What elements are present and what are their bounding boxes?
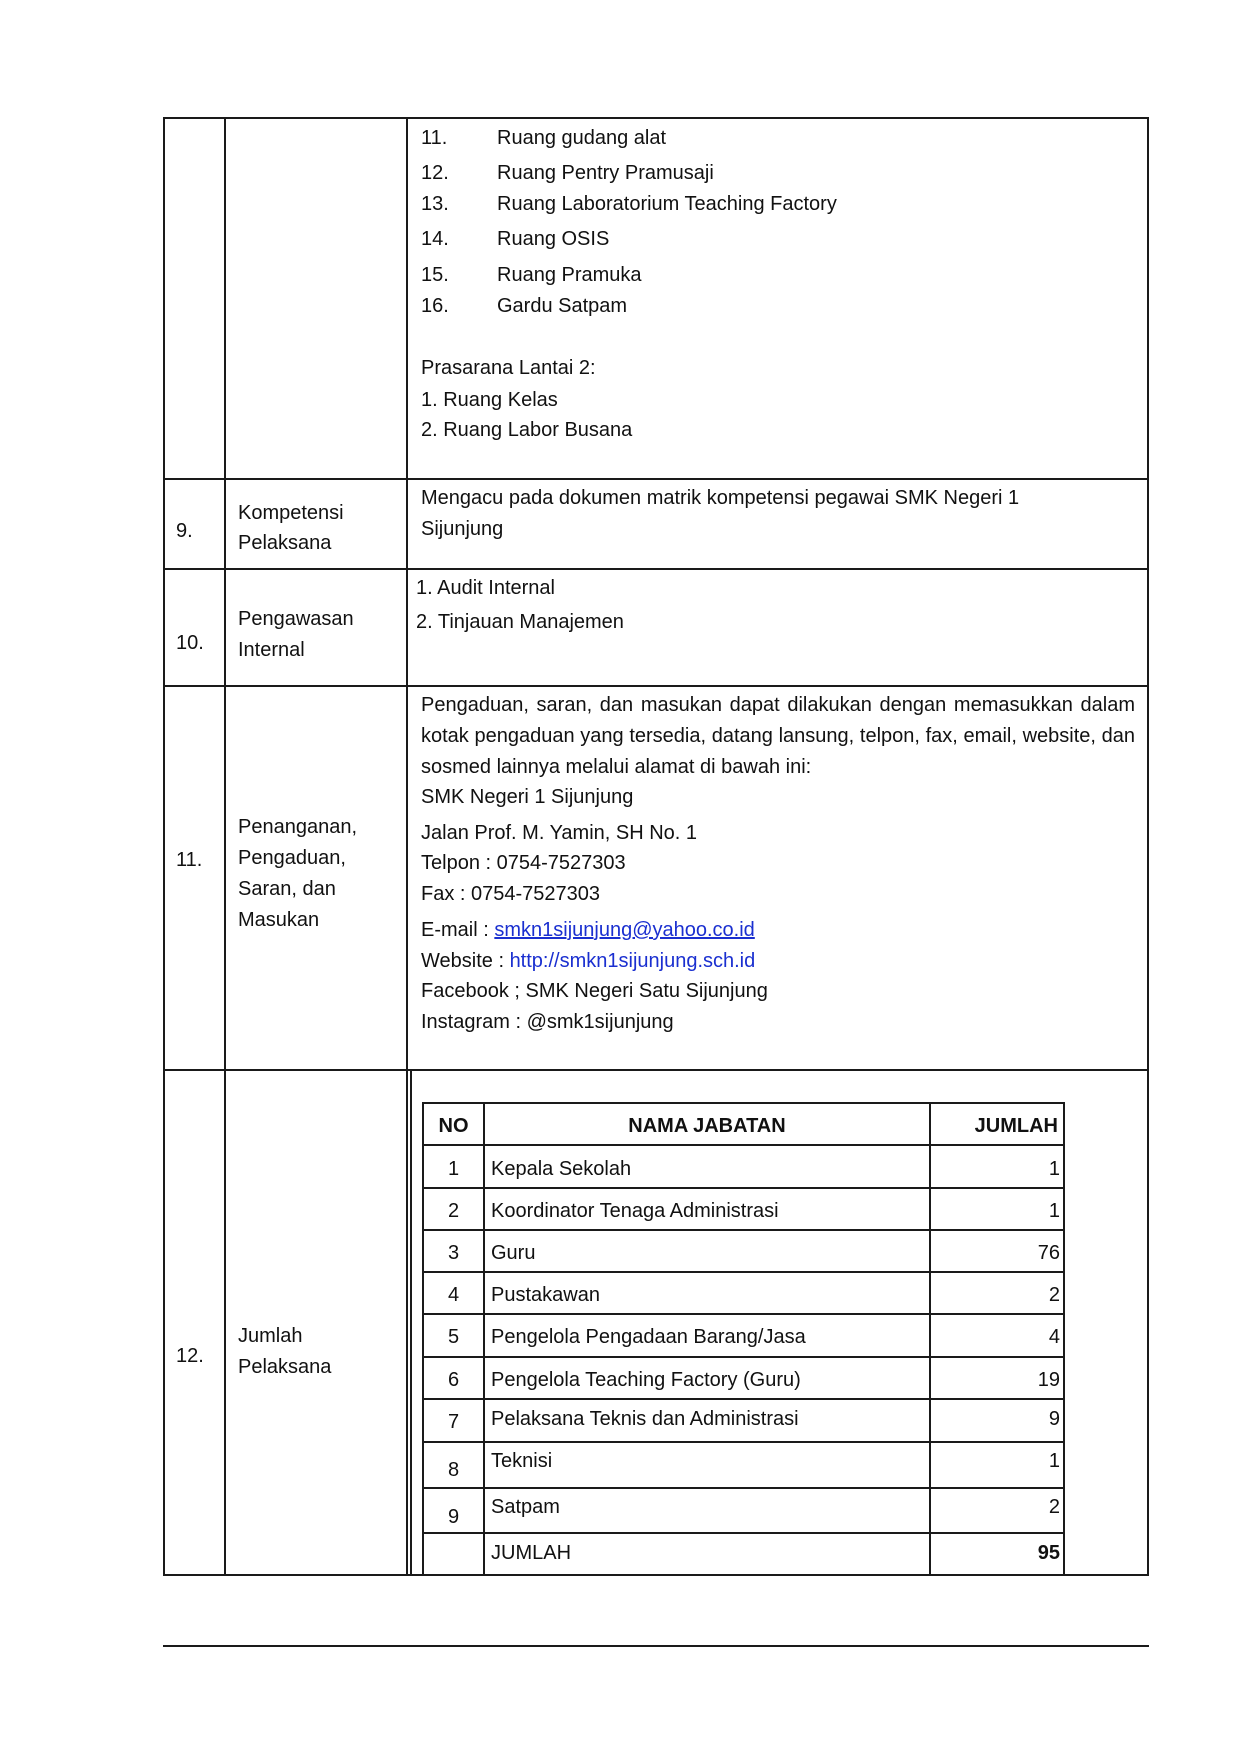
staff-table-row-divider <box>422 1356 1065 1358</box>
cell-count: 9 <box>1048 1408 1060 1430</box>
staff-table-header-divider <box>422 1144 1065 1146</box>
cell-count: 1 <box>1048 1158 1060 1180</box>
fax: Fax : 0754-7527303 <box>421 883 601 905</box>
cell-count: 2 <box>1048 1284 1060 1306</box>
staff-table-row-divider <box>422 1271 1065 1273</box>
staff-table-row-divider <box>422 1398 1065 1400</box>
row-number: 11. <box>176 849 203 871</box>
cell-name: Kepala Sekolah <box>491 1158 632 1180</box>
address: Jalan Prof. M. Yamin, SH No. 1 <box>421 822 698 844</box>
cell-count: 1 <box>1048 1200 1060 1222</box>
floor2-item: 2. Ruang Labor Busana <box>421 419 633 441</box>
list-item-label: Gardu Satpam <box>497 295 628 317</box>
staff-table-row-divider <box>422 1187 1065 1189</box>
row-label: Penanganan, <box>238 816 358 838</box>
header-count: JUMLAH <box>974 1115 1058 1137</box>
table-border-top <box>163 117 1149 119</box>
row-content: Mengacu pada dokumen matrik kompetensi pegawai SMK Negeri 1 <box>421 487 1020 509</box>
list-item-number: 15. <box>421 264 449 286</box>
col-divider-1 <box>224 117 226 1576</box>
cell-no: 8 <box>447 1459 460 1481</box>
total-count: 95 <box>1037 1542 1060 1564</box>
list-item-label: Ruang Pramuka <box>497 264 642 286</box>
institution-name: SMK Negeri 1 Sijunjung <box>421 786 634 808</box>
row-divider-11 <box>163 685 1149 687</box>
row-divider-9 <box>163 478 1149 480</box>
list-item-label: Ruang Pentry Pramusaji <box>497 162 714 184</box>
cell-name: Satpam <box>491 1496 560 1518</box>
cell-name: Guru <box>491 1242 536 1264</box>
cell-name: Pengelola Teaching Factory (Guru) <box>491 1369 801 1391</box>
phone: Telpon : 0754-7527303 <box>421 852 626 874</box>
list-item-label: Ruang OSIS <box>497 228 610 250</box>
staff-table-row-divider <box>422 1313 1065 1315</box>
facebook: Facebook ; SMK Negeri Satu Sijunjung <box>421 980 768 1002</box>
list-item: 2. Tinjauan Manajemen <box>416 611 624 633</box>
website-label: Website : <box>421 950 510 972</box>
cell-no: 7 <box>447 1411 460 1433</box>
row-label: Saran, dan <box>238 878 336 900</box>
row-number: 12. <box>176 1345 204 1367</box>
staff-table-row-divider <box>422 1229 1065 1231</box>
row-label: Jumlah <box>238 1325 303 1347</box>
header-name: NAMA JABATAN <box>628 1115 786 1137</box>
cell-count: 4 <box>1048 1326 1060 1348</box>
instagram: Instagram : @smk1sijunjung <box>421 1011 674 1033</box>
email-label: E-mail : <box>421 919 495 941</box>
list-item-number: 13. <box>421 193 449 215</box>
cell-no: 3 <box>447 1242 460 1264</box>
website-link[interactable]: http://smkn1sijunjung.sch.id <box>509 950 756 972</box>
staff-table-border-right <box>1063 1102 1065 1575</box>
cell-count: 19 <box>1037 1369 1060 1391</box>
row-label: Pengaduan, <box>238 847 346 869</box>
cell-name: Pengelola Pengadaan Barang/Jasa <box>491 1326 806 1348</box>
floor2-item: 1. Ruang Kelas <box>421 389 558 411</box>
email-line <box>421 920 755 940</box>
cell-no: 6 <box>447 1369 460 1391</box>
col-divider-2 <box>406 117 408 1576</box>
list-item: 1. Audit Internal <box>416 577 555 599</box>
row-label: Kompetensi <box>238 502 344 524</box>
cell-name: Pustakawan <box>491 1284 600 1306</box>
list-item-label: Ruang Laboratorium Teaching Factory <box>497 193 837 215</box>
row-divider-12 <box>163 1069 1149 1071</box>
cell-no: 5 <box>447 1326 460 1348</box>
table-border-bottom <box>163 1574 1149 1576</box>
header-no: NO <box>438 1115 469 1137</box>
row-label: Pelaksana <box>238 1356 332 1378</box>
cell-count: 2 <box>1048 1496 1060 1518</box>
staff-table-col-divider <box>483 1102 485 1575</box>
list-item-number: 11. <box>421 127 448 149</box>
cell-no: 2 <box>447 1200 460 1222</box>
cell-no: 4 <box>447 1284 460 1306</box>
cell-count: 1 <box>1048 1450 1060 1472</box>
table-border-right <box>1147 117 1149 1576</box>
row-number: 9. <box>176 520 193 542</box>
total-label: JUMLAH <box>491 1542 572 1564</box>
row-divider-10 <box>163 568 1149 570</box>
email-link[interactable]: smkn1sijunjung@yahoo.co.id <box>494 919 755 941</box>
staff-table-row-divider <box>422 1532 1065 1534</box>
cell-count: 76 <box>1037 1242 1060 1264</box>
list-item-number: 12. <box>421 162 449 184</box>
cell-no: 9 <box>447 1506 460 1528</box>
staff-table-row-divider <box>422 1487 1065 1489</box>
row-label: Internal <box>238 639 305 661</box>
row-label: Masukan <box>238 909 320 931</box>
complaint-paragraph: Pengaduan, saran, dan masukan dapat dilakukan dengan memasukkan dalam kotak pengaduan yang tersedia, datang lansung, telpon, fax, email, website, dan sosmed lainnya melalui alamat di bawah ini: <box>421 694 1135 778</box>
cell-no: 1 <box>447 1158 460 1180</box>
row-content: Sijunjung <box>421 518 504 540</box>
cell-name: Teknisi <box>491 1450 553 1472</box>
staff-table-border-top <box>422 1102 1065 1104</box>
row-label: Pengawasan <box>238 608 354 630</box>
website-line <box>421 951 755 971</box>
table-border-left <box>163 117 165 1576</box>
row-number: 10. <box>176 632 204 654</box>
list-item-number: 16. <box>421 295 449 317</box>
footer-divider <box>163 1645 1149 1647</box>
staff-table-row-divider <box>422 1441 1065 1443</box>
col-divider-2b <box>410 1069 412 1576</box>
list-item-number: 14. <box>421 228 449 250</box>
floor2-heading: Prasarana Lantai 2: <box>421 357 596 379</box>
list-item-label: Ruang gudang alat <box>497 127 667 149</box>
cell-name: Koordinator Tenaga Administrasi <box>491 1200 779 1222</box>
row-label: Pelaksana <box>238 532 332 554</box>
cell-name: Pelaksana Teknis dan Administrasi <box>491 1408 799 1430</box>
